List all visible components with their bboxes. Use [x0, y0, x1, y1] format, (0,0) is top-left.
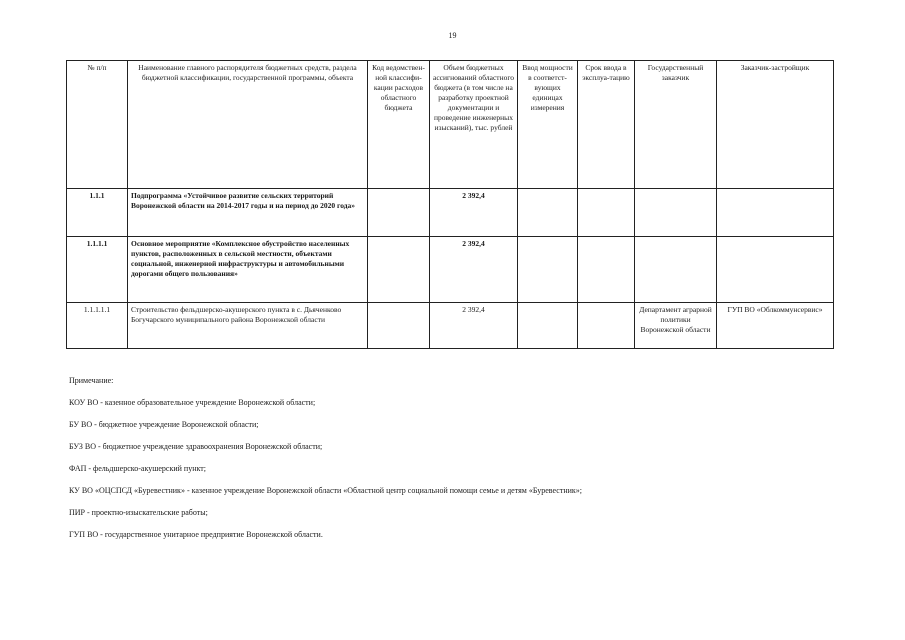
row-code — [368, 303, 430, 349]
header-name: Наименование главного распорядителя бюджетных средств, раздела бюджетной классификации, государственной программы, объекта — [128, 61, 368, 189]
note-item: БУЗ ВО - бюджетное учреждение здравоохранения Воронежской области; — [69, 442, 323, 451]
page-number: 19 — [448, 31, 457, 40]
row-term — [578, 189, 635, 237]
row-term — [578, 237, 635, 303]
row-num: 1.1.1 — [67, 189, 128, 237]
row-customer — [635, 237, 717, 303]
header-num: № п/п — [67, 61, 128, 189]
header-code: Код ведомствен-ной классифи-кации расходов областного бюджета — [368, 61, 430, 189]
header-developer: Заказчик-застройщик — [717, 61, 834, 189]
row-code — [368, 189, 430, 237]
row-amount: 2 392,4 — [430, 303, 518, 349]
row-name: Подпрограмма «Устойчивое развитие сельских территорий Воронежской области на 2014-2017 годы и на период до 2020 года» — [128, 189, 368, 237]
row-customer — [635, 189, 717, 237]
row-code — [368, 237, 430, 303]
row-name: Основное мероприятие «Комплексное обустройство населенных пунктов, расположенных в сельской местности, объектами социальной, инженерной инфраструктуры и автомобильными дорогами общего пользования» — [128, 237, 368, 303]
note-item: ФАП - фельдшерско-акушерский пункт; — [69, 464, 206, 473]
row-capacity — [518, 303, 578, 349]
row-developer — [717, 189, 834, 237]
row-amount: 2 392,4 — [430, 189, 518, 237]
note-item: КУ ВО «ОЦСПСД «Буревестник» - казенное учреждение Воронежской области «Областной центр социальной помощи семье и детям «Буревестник»; — [69, 486, 582, 495]
row-developer — [717, 237, 834, 303]
note-item: КОУ ВО - казенное образовательное учреждение Воронежской области; — [69, 398, 316, 407]
row-customer: Департамент аграрной политики Воронежской области — [635, 303, 717, 349]
header-capacity: Ввод мощности в соответст-вующих единицах измерения — [518, 61, 578, 189]
note-item: БУ ВО - бюджетное учреждение Воронежской области; — [69, 420, 259, 429]
header-term: Срок ввода в эксплуа-тацию — [578, 61, 635, 189]
row-name: Строительство фельдшерско-акушерского пункта в с. Дьяченково Богучарского муниципального района Воронежской области — [128, 303, 368, 349]
row-amount: 2 392,4 — [430, 237, 518, 303]
row-developer: ГУП ВО «Облкоммунсервис» — [717, 303, 834, 349]
table-row — [67, 303, 834, 349]
row-term — [578, 303, 635, 349]
note-item: ГУП ВО - государственное унитарное предприятие Воронежской области. — [69, 530, 323, 539]
table-header-row — [67, 61, 834, 189]
note-item: ПИР - проектно-изыскательские работы; — [69, 508, 208, 517]
row-capacity — [518, 237, 578, 303]
table-row — [67, 189, 834, 237]
header-customer: Государственный заказчик — [635, 61, 717, 189]
header-volume: Объем бюджетных ассигнований областного бюджета (в том числе на разработку проектной документации и проведение инженерных изысканий), тыс. рублей — [430, 61, 518, 189]
row-capacity — [518, 189, 578, 237]
notes-section — [69, 375, 829, 551]
table-row — [67, 237, 834, 303]
notes-title: Примечание: — [69, 376, 114, 385]
row-num: 1.1.1.1.1 — [67, 303, 128, 349]
budget-table — [66, 60, 834, 349]
row-num: 1.1.1.1 — [67, 237, 128, 303]
